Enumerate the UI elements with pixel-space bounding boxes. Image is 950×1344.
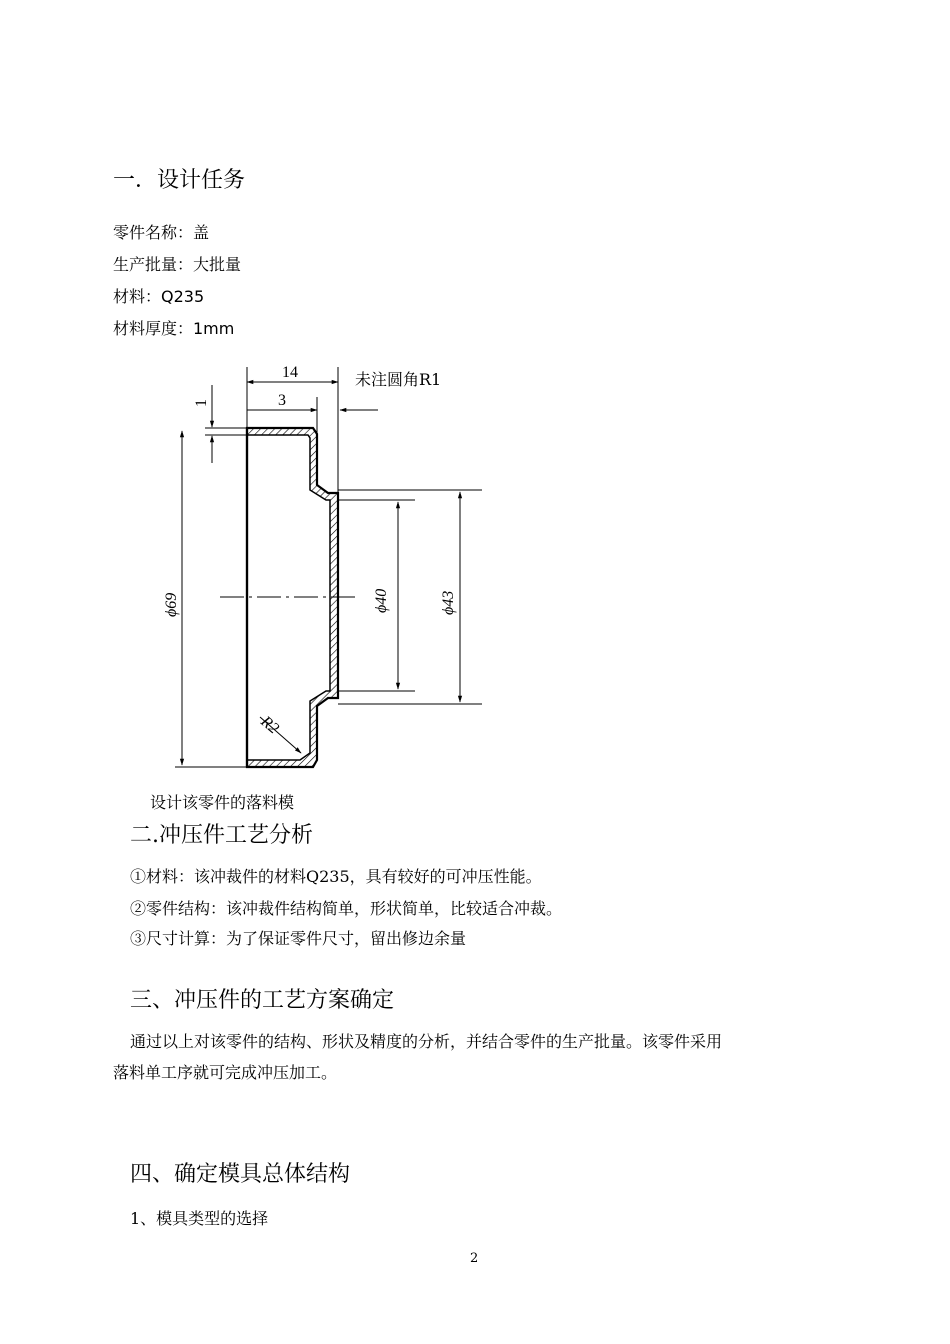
radius-label: R2 [257, 713, 282, 738]
dim-40-label: ϕ40 [373, 588, 390, 613]
dim-14-label: 14 [282, 364, 298, 381]
section3-paragraph-line1: 通过以上对该零件的结构、形状及精度的分析，并结合零件的生产批量。该零件采用 [130, 1032, 723, 1051]
dim-1-label: 1 [193, 399, 210, 407]
section4-sub1: 1、模具类型的选择 [130, 1209, 269, 1228]
page-number: 2 [470, 1251, 479, 1266]
part-drawing [150, 355, 490, 775]
section2-heading: 二.冲压件工艺分析 [130, 823, 313, 848]
drawing-caption: 设计该零件的落料模 [150, 793, 295, 812]
dim-43-label: ϕ43 [440, 590, 457, 615]
hatch-bottom [247, 691, 338, 767]
field-part-name: 零件名称：盖 [113, 223, 210, 242]
hatch-flat [330, 500, 338, 691]
section2-item-1: ①材料：该冲裁件的材料Q235，具有较好的可冲压性能。 [130, 867, 542, 886]
section3-heading: 三、冲压件的工艺方案确定 [130, 988, 395, 1013]
section3-paragraph-line2: 落料单工序就可完成冲压加工。 [113, 1063, 338, 1082]
dim-69-label: ϕ69 [163, 592, 180, 617]
field-thickness: 材料厚度：1mm [113, 319, 235, 338]
dim-3-label: 3 [278, 392, 286, 409]
drawing-note: 未注圆角R1 [355, 370, 442, 389]
field-batch: 生产批量：大批量 [113, 255, 242, 274]
section4-heading: 四、确定模具总体结构 [130, 1162, 351, 1187]
section2-item-2: ②零件结构：该冲裁件结构简单，形状简单，比较适合冲裁。 [130, 899, 563, 918]
field-material: 材料：Q235 [113, 287, 205, 306]
section1-heading: 一．设计任务 [113, 168, 246, 193]
section2-item-3: ③尺寸计算：为了保证零件尺寸，留出修边余量 [130, 929, 467, 948]
